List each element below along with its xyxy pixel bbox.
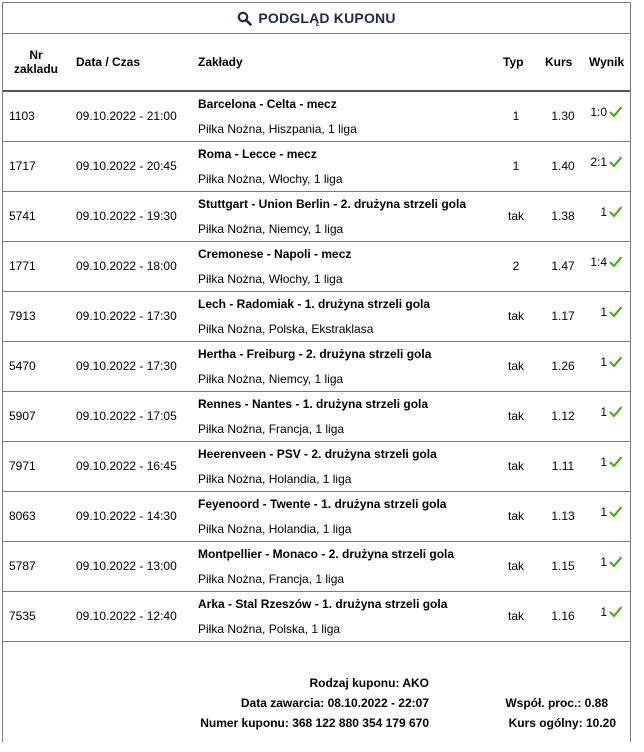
bet-league: Piłka Nożna, Niemcy, 1 liga: [198, 222, 344, 236]
bet-event: Stuttgart - Union Berlin - 2. drużyna strzeli gola: [198, 197, 467, 211]
bet-event: Arka - Stal Rzeszów - 1. drużyna strzeli gola: [198, 597, 448, 611]
bet-result: [590, 155, 622, 169]
bet-odds: 1.16: [551, 609, 575, 623]
check-icon: [609, 606, 622, 618]
column-header-odds: Kurs: [545, 55, 573, 69]
bet-type: tak: [507, 609, 524, 623]
bet-result-value: 1: [600, 555, 607, 569]
bet-result-value: 1:4: [590, 255, 607, 269]
bet-event: Feyenoord - Twente - 1. drużyna strzeli gola: [198, 497, 447, 511]
bet-result-value: 1: [600, 605, 607, 619]
coupon-number: Numer kuponu: 368 122 880 354 179 670: [200, 716, 429, 730]
bet-type: tak: [507, 559, 524, 573]
bet-number: 7913: [9, 309, 36, 323]
bet-result: [590, 105, 622, 119]
bet-event: Cremonese - Napoli - mecz: [198, 247, 352, 261]
bet-result-value: 1:0: [590, 105, 607, 119]
bet-type: tak: [507, 209, 524, 223]
bet-odds: 1.15: [551, 559, 575, 573]
bet-datetime: 09.10.2022 - 19:30: [76, 209, 177, 223]
bet-datetime: 09.10.2022 - 16:45: [76, 459, 177, 473]
check-icon: [609, 106, 622, 118]
bet-result-value: 1: [600, 505, 607, 519]
bet-datetime: 09.10.2022 - 18:00: [76, 259, 177, 273]
table-row: [3, 542, 630, 592]
bet-result-value: 1: [600, 305, 607, 319]
check-icon: [609, 206, 622, 218]
bet-number: 7535: [9, 609, 36, 623]
bet-type: 2: [512, 259, 520, 273]
bet-type: tak: [507, 409, 524, 423]
total-odds: Kurs ogólny: 10.20: [508, 716, 616, 730]
bet-result-value: 1: [600, 355, 607, 369]
check-icon: [609, 356, 622, 368]
check-icon: [609, 256, 622, 268]
bet-result: [600, 605, 622, 619]
bet-datetime: 09.10.2022 - 17:30: [76, 309, 177, 323]
bet-event: Heerenveen - PSV - 2. drużyna strzeli gola: [198, 447, 437, 461]
column-header-type: Typ: [503, 55, 524, 69]
bet-odds: 1.11: [551, 459, 575, 473]
bet-league: Piłka Nożna, Hiszpania, 1 liga: [198, 122, 357, 136]
coefficient: Współ. proc.: 0.88: [505, 696, 608, 710]
bet-odds: 1.26: [551, 359, 575, 373]
bet-type: tak: [507, 509, 524, 523]
bet-datetime: 09.10.2022 - 17:05: [76, 409, 177, 423]
date-placed: Data zawarcia: 08.10.2022 - 22:07: [240, 696, 429, 710]
bet-result: [590, 255, 622, 269]
bet-datetime: 09.10.2022 - 21:00: [76, 109, 177, 123]
bet-result: [600, 355, 622, 369]
page-title: PODGLĄD KUPONU: [258, 10, 396, 26]
bet-type: 1: [512, 159, 520, 173]
bet-type: tak: [507, 459, 524, 473]
column-header-nr: Nr zakladu: [13, 48, 58, 76]
bet-type: tak: [507, 359, 524, 373]
bet-odds: 1.40: [551, 159, 575, 173]
bet-datetime: 09.10.2022 - 12:40: [76, 609, 177, 623]
check-icon: [609, 156, 622, 168]
table-row: [3, 242, 630, 292]
bet-odds: 1.17: [551, 309, 575, 323]
table-row: [3, 192, 630, 242]
panel-header: [3, 3, 630, 34]
bet-event: Roma - Lecce - mecz: [198, 147, 317, 161]
bet-league: Piłka Nożna, Polska, Ekstraklasa: [198, 322, 374, 336]
bet-result: [600, 455, 622, 469]
table-row: [3, 92, 630, 142]
bet-league: Piłka Nożna, Francja, 1 liga: [198, 572, 345, 586]
check-icon: [609, 506, 622, 518]
bet-league: Piłka Nożna, Holandia, 1 liga: [198, 522, 352, 536]
bet-league: Piłka Nożna, Włochy, 1 liga: [198, 172, 343, 186]
bet-league: Piłka Nożna, Włochy, 1 liga: [198, 272, 343, 286]
bet-datetime: 09.10.2022 - 20:45: [76, 159, 177, 173]
coupon-type: Rodzaj kuponu: AKO: [309, 676, 429, 690]
bet-type: 1: [512, 109, 520, 123]
bet-number: 8063: [9, 509, 36, 523]
bet-result-value: 1: [600, 205, 607, 219]
check-icon: [609, 406, 622, 418]
bet-datetime: 09.10.2022 - 17:30: [76, 359, 177, 373]
bet-odds: 1.47: [551, 259, 575, 273]
table-row: [3, 392, 630, 442]
bet-number: 7971: [9, 459, 36, 473]
bet-number: 5470: [9, 359, 36, 373]
bet-event: Rennes - Nantes - 1. drużyna strzeli gola: [198, 397, 429, 411]
bet-league: Piłka Nożna, Holandia, 1 liga: [198, 472, 352, 486]
bet-number: 1103: [9, 109, 35, 123]
bet-league: Piłka Nożna, Francja, 1 liga: [198, 422, 345, 436]
bet-number: 5787: [9, 559, 36, 573]
bet-number: 1771: [9, 259, 36, 273]
bets-table-body: [3, 92, 630, 642]
bet-league: Piłka Nożna, Polska, 1 liga: [198, 622, 341, 636]
bet-result: [600, 205, 622, 219]
bet-league: Piłka Nożna, Niemcy, 1 liga: [198, 372, 344, 386]
table-row: [3, 342, 630, 392]
check-icon: [609, 456, 622, 468]
bet-odds: 1.12: [551, 409, 575, 423]
bet-number: 5741: [9, 209, 36, 223]
bet-type: tak: [507, 309, 524, 323]
coupon-summary: [3, 642, 630, 752]
check-icon: [609, 306, 622, 318]
table-row: [3, 142, 630, 192]
search-icon: [237, 11, 252, 26]
column-header-result: Wynik: [589, 55, 625, 69]
bet-result: [600, 505, 622, 519]
bet-event: Barcelona - Celta - mecz: [198, 97, 337, 111]
bet-event: Hertha - Freiburg - 2. drużyna strzeli gola: [198, 347, 432, 361]
bet-result-value: 2:1: [590, 155, 607, 169]
coupon-preview-panel: [2, 2, 631, 742]
table-row: [3, 592, 630, 642]
table-header: [3, 34, 630, 92]
bet-number: 5907: [9, 409, 36, 423]
bet-result: [600, 555, 622, 569]
bet-result-value: 1: [600, 455, 607, 469]
table-row: [3, 292, 630, 342]
bet-result: [600, 405, 622, 419]
bet-result-value: 1: [600, 405, 607, 419]
bet-event: Lech - Radomiak - 1. drużyna strzeli gola: [198, 297, 431, 311]
bet-odds: 1.30: [551, 109, 575, 123]
bet-odds: 1.13: [551, 509, 575, 523]
table-row: [3, 492, 630, 542]
bet-event: Montpellier - Monaco - 2. drużyna strzeli gola: [198, 547, 455, 561]
bet-datetime: 09.10.2022 - 14:30: [76, 509, 177, 523]
column-header-bets: Zakłady: [198, 55, 243, 69]
column-header-date: Data / Czas: [76, 55, 141, 69]
bet-number: 1717: [9, 159, 36, 173]
check-icon: [609, 556, 622, 568]
bet-datetime: 09.10.2022 - 13:00: [76, 559, 177, 573]
bet-odds: 1.38: [551, 209, 575, 223]
table-row: [3, 442, 630, 492]
bet-result: [600, 305, 622, 319]
